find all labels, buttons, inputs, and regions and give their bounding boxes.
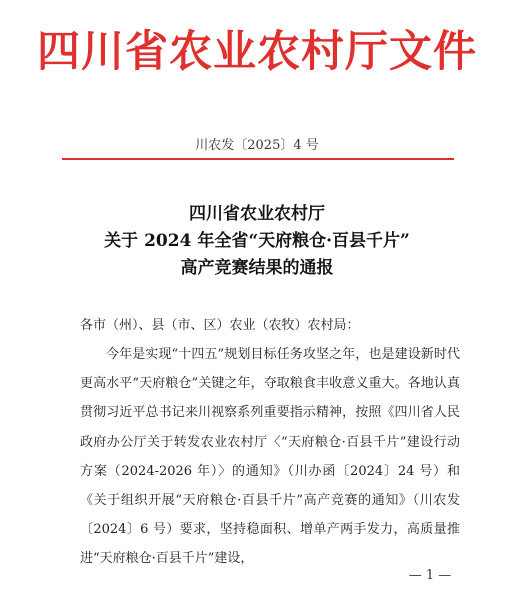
body-paragraph: 今年是实现“十四五”规划目标任务攻坚之年，也是建设新时代更高水平“天府粮仓”关键之年，夺取粮食丰收意义重大。各地认真贯彻习近平总书记来川视察系列重要指示精神，按照《四川省人民政府办公厅关于转发农业农村厅〈“天府粮仓·百县千片”建设行动方案（2024-2026 年）〉的通知》（川办函〔2024〕24 号）和《关于组织开展“天府粮仓·百县千片”高产竞赛的通知》（川农发〔2024〕6 号）要求，坚持稳面积、增单产两手发力，高质量推进“天府粮仓·百县千片”建设， — [80, 347, 460, 567]
page-number: — 1 — — [408, 568, 452, 583]
masthead-title: 四川省农业农村厅文件 — [37, 27, 477, 77]
salutation: 各市（州）、县（市、区）农业（农牧）农村局： — [80, 318, 360, 333]
document-number: 川农发〔2025〕4 号 — [195, 138, 319, 153]
title-line-2: 关于 2024 年全省“天府粮仓·百县千片” — [104, 231, 410, 251]
title-line-1: 四川省农业农村厅 — [189, 204, 325, 224]
red-divider-line — [62, 158, 454, 160]
title-line-3: 高产竞赛结果的通报 — [180, 258, 334, 278]
